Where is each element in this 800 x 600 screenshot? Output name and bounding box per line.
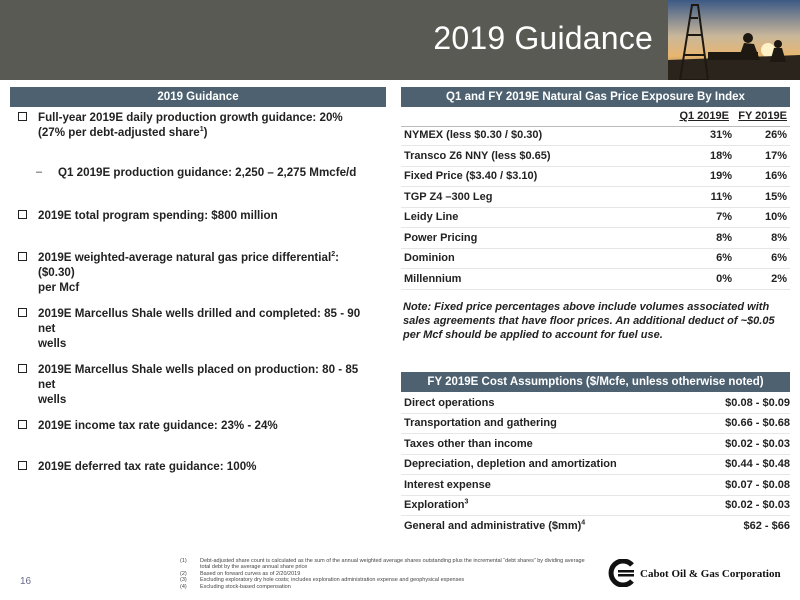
cell-fy: 10% (764, 211, 787, 223)
bullet-text: Full-year 2019E daily production growth guidance: 20% (38, 111, 343, 124)
bullet-text: : ($0.30) (38, 251, 339, 279)
company-logo (608, 559, 788, 589)
table-row (401, 475, 790, 496)
cell-value: $0.66 - $0.68 (725, 417, 790, 429)
footnote-ref: 2 (331, 251, 336, 259)
footnote-text: Debt-adjusted share count is calculated as the sum of the annual weighted average shares outstanding plus the incremental “debt shares” by dividing average total debt by the average annual share price (200, 558, 585, 571)
row-label: Dominion (404, 252, 455, 264)
table-row (401, 248, 790, 269)
table-row (401, 125, 790, 146)
bullet-text: 2019E Marcellus Shale wells placed on production: 80 - 85 net (38, 363, 359, 391)
bullet-text: 2019E total program spending: $800 million (38, 209, 278, 222)
table-row (401, 393, 790, 414)
row-label: NYMEX (less $0.30 / $0.30) (404, 129, 543, 141)
checkbox-bullet-icon (18, 112, 27, 121)
row-label: General and administrative ($mm) (404, 520, 582, 532)
price-exposure-table (401, 107, 790, 292)
bullet-text: 2019E weighted-average natural gas price differential (38, 251, 332, 264)
footnote-text: Based on forward curves as of 2/20/2019 (200, 570, 301, 577)
guidance-section-header: 2019 Guidance (10, 87, 386, 107)
row-label: Transco Z6 NNY (less $0.65) (404, 150, 551, 162)
cell-value: $0.02 - $0.03 (725, 438, 790, 450)
cell-fy: 26% (764, 129, 787, 141)
footnotes (180, 558, 590, 590)
bullet-text: Q1 2019E production guidance: 2,250 – 2,275 Mmcfe/d (58, 166, 357, 179)
cell-value: $0.07 - $0.08 (725, 479, 790, 491)
bullet-text: 2019E Marcellus Shale wells drilled and completed: 85 - 90 net (38, 307, 361, 335)
table-row (401, 454, 790, 475)
page-title: 2019 Guidance (433, 20, 653, 56)
cabot-logo-icon (608, 559, 638, 587)
cell-q1: 18% (709, 150, 732, 162)
cell-value: $0.44 - $0.48 (725, 458, 790, 470)
row-label: Fixed Price ($3.40 / $3.10) (404, 170, 538, 182)
cell-q1: 8% (716, 232, 732, 244)
cell-fy: 16% (764, 170, 787, 182)
row-label: Millennium (404, 273, 462, 285)
table-row (401, 434, 790, 455)
price-exposure-header: Q1 and FY 2019E Natural Gas Price Exposure By Index (401, 87, 790, 107)
cell-value: $0.08 - $0.09 (725, 397, 790, 409)
footnote-ref: 4 (581, 519, 586, 527)
bullet-text: 2019E deferred tax rate guidance: 100% (38, 460, 257, 473)
footnote-ref: 1 (199, 126, 204, 134)
row-label: Leidy Line (404, 211, 459, 223)
cost-assumptions-header: FY 2019E Cost Assumptions ($/Mcfe, unless otherwise noted) (401, 372, 790, 392)
cell-value: $62 - $66 (743, 520, 790, 532)
bullet-text: ) (203, 126, 208, 139)
table-row (401, 207, 790, 228)
cell-fy: 15% (764, 191, 787, 203)
footnote-text: Excluding stock-based compensation (200, 583, 291, 590)
row-label: Power Pricing (404, 232, 478, 244)
table-row (401, 269, 790, 290)
bullet-text: wells (38, 337, 67, 350)
cell-q1: 7% (716, 211, 732, 223)
table-row (401, 166, 790, 187)
header-banner (0, 0, 800, 80)
row-label: Exploration (404, 499, 465, 511)
table-row (401, 228, 790, 249)
page-number: 16 (20, 576, 32, 587)
row-label: Interest expense (404, 479, 491, 491)
table-row (401, 187, 790, 208)
footnote-number: (4) (180, 583, 187, 590)
footnote (180, 584, 590, 590)
bullet-text: 2019E income tax rate guidance: 23% - 24% (38, 419, 278, 432)
cost-assumptions-table (401, 393, 790, 538)
bullet-text: per Mcf (38, 281, 80, 294)
cell-fy: 8% (771, 232, 787, 244)
price-table-note: Note: Fixed price percentages above include volumes associated with sales agreements that have floor prices. An additional deduct of ~$0.05 per Mcf should be applied to account for fuel use. (403, 301, 775, 341)
column-header-q1: Q1 2019E (679, 110, 729, 122)
footnote (180, 558, 590, 571)
cell-q1: 6% (716, 252, 732, 264)
table-row (401, 146, 790, 167)
row-label: Transportation and gathering (404, 417, 557, 429)
bullet-text: wells (38, 393, 67, 406)
cell-q1: 11% (710, 191, 732, 203)
footnote-number: (2) (180, 570, 187, 577)
cell-value: $0.02 - $0.03 (725, 499, 790, 511)
cell-fy: 17% (764, 150, 787, 162)
checkbox-bullet-icon (18, 461, 27, 470)
checkbox-bullet-icon (18, 420, 27, 429)
footnote-text: Excluding exploratory dry hole costs; includes exploration administration expense and geophysical expenses (200, 577, 465, 584)
dash-bullet-icon: – (36, 166, 43, 178)
cell-q1: 19% (709, 170, 732, 182)
checkbox-bullet-icon (18, 308, 27, 317)
checkbox-bullet-icon (18, 210, 27, 219)
cell-q1: 0% (716, 273, 732, 285)
checkbox-bullet-icon (18, 252, 27, 261)
row-label: Depreciation, depletion and amortization (404, 458, 617, 470)
cell-fy: 6% (771, 252, 787, 264)
drilling-rig-photo (668, 0, 800, 80)
company-name: Cabot Oil & Gas Corporation (640, 568, 781, 580)
column-header-fy: FY 2019E (738, 110, 787, 122)
cell-q1: 31% (709, 129, 732, 141)
table-row (401, 516, 790, 536)
bullet-text: (27% per debt-adjusted share (38, 126, 200, 139)
row-label: TGP Z4 –300 Leg (404, 191, 493, 203)
footnote-number: (3) (180, 577, 187, 584)
row-label: Taxes other than income (404, 438, 533, 450)
footnote-ref: 3 (464, 498, 469, 506)
row-label: Direct operations (404, 397, 495, 409)
checkbox-bullet-icon (18, 364, 27, 373)
table-row (401, 413, 790, 434)
footnote-number: (1) (180, 558, 187, 564)
table-row (401, 495, 790, 516)
cell-fy: 2% (771, 273, 787, 285)
